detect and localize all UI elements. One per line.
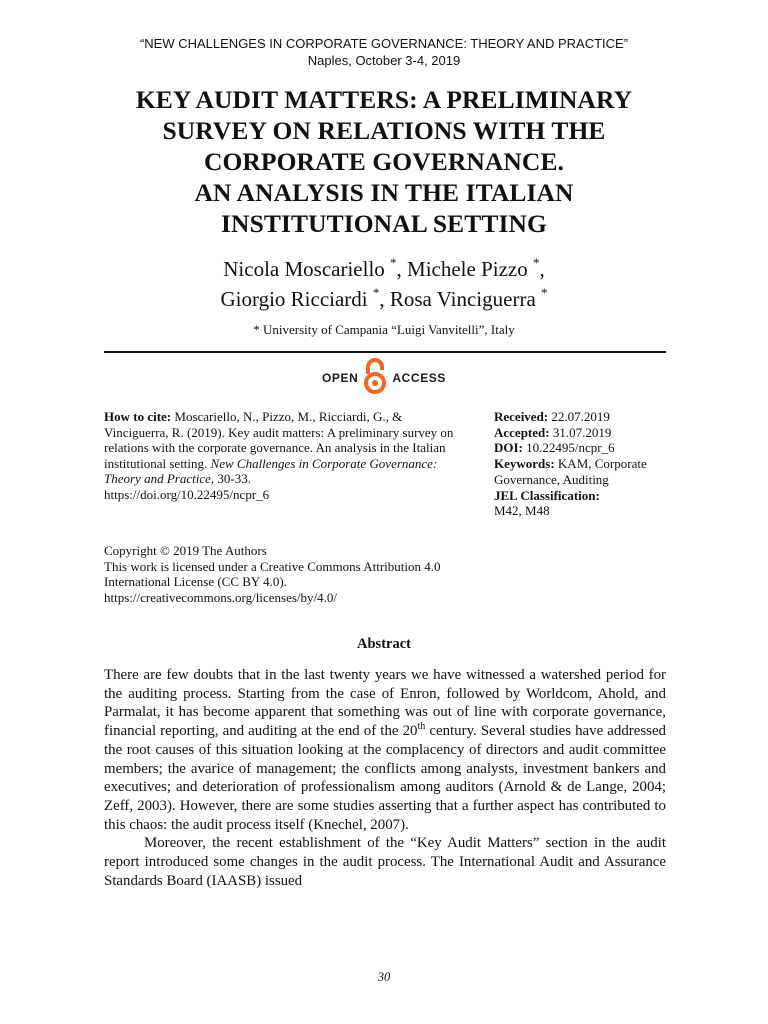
jel-classification-label: JEL Classification:	[494, 487, 600, 503]
jel-classification: M42, M48	[494, 503, 550, 519]
copyright-line: Copyright © 2019 The Authors	[104, 543, 267, 558]
affiliation-marker: *	[533, 255, 540, 270]
open-access-badge	[0, 356, 768, 400]
abstract-body	[104, 666, 666, 890]
author-name: Rosa Vinciguerra	[389, 287, 536, 311]
open-access-label-right: ACCESS	[392, 371, 447, 385]
journal-name: New Challenges in Corporate Governance: Theory and Practice	[104, 455, 438, 486]
copyright-notice	[104, 543, 454, 605]
author-name: Nicola Moscariello	[223, 257, 385, 281]
title-line: AN ANALYSIS IN THE ITALIAN	[194, 178, 574, 207]
affiliation-marker: *	[372, 285, 380, 300]
license-text: This work is licensed under a Creative Commons Attribution 4.0 International License (CC BY 4.0).	[104, 558, 441, 589]
header-divider	[104, 351, 666, 353]
received-date: Received: 22.07.2019	[494, 409, 610, 424]
page-number: 30	[377, 970, 391, 984]
how-to-cite-label: How to cite:	[104, 409, 172, 424]
abstract-heading: Abstract	[357, 636, 411, 652]
title-line: KEY AUDIT MATTERS: A PRELIMINARY	[135, 85, 633, 114]
conference-title: “NEW CHALLENGES IN CORPORATE GOVERNANCE: THEORY AND PRACTICE”	[139, 36, 629, 51]
conference-location-date: Naples, October 3-4, 2019	[307, 53, 461, 68]
doi-link[interactable]: https://doi.org/10.22495/ncpr_6	[104, 486, 270, 502]
affiliation: * University of Campania “Luigi Vanvitelli”, Italy	[253, 322, 515, 337]
open-access-lock-icon	[362, 357, 388, 400]
authors-line-2: Giorgio Ricciardi *, Rosa Vinciguerra *	[220, 285, 548, 311]
accepted-date: Accepted: 31.07.2019	[494, 424, 612, 440]
title-line: SURVEY ON RELATIONS WITH THE	[162, 116, 606, 145]
authors-line-1: Nicola Moscariello *, Michele Pizzo *,	[223, 255, 545, 281]
abstract-paragraph: There are few doubts that in the last twenty years we have witnessed a watershed period for the auditing process. Starting from the case of Enron, followed by Worldcom, Ahold, and Parmalat, it has become apparent that something was out of line with corporate governance, financial reporting, and auditing at the end of the 20th century. Several studies have addressed the root causes of this situation looking at the complacency of directors and audit committee members; the avarice of management; the conflicts among analysts, investment bankers and executives; and deterioration of professionalism among auditors (Arnold & de Lange, 2004; Zeff, 2003). However, there are some studies asserting that a further aspect has contributed to this chaos: the audit process itself (Knechel, 2007).	[104, 667, 667, 833]
how-to-cite: How to cite: Moscariello, N., Pizzo, M., Ricciardi, G., & Vinciguerra, R. (2019). Key audit matters: A preliminary survey on relations with the corporate governance. An analysis in the Italian institutional setting. New Challenges in Corporate Governance: Theory and Practice, 30-33. https://doi.org/10.22495/ncpr_6	[104, 409, 454, 502]
license-link[interactable]: https://creativecommons.org/licenses/by/4.0/	[104, 589, 337, 605]
author-name: Giorgio Ricciardi	[220, 287, 368, 311]
title-line: CORPORATE GOVERNANCE.	[203, 147, 565, 176]
author-name: Michele Pizzo	[407, 257, 528, 281]
affiliation-marker: *	[390, 255, 397, 270]
doi: DOI: 10.22495/ncpr_6	[494, 440, 615, 456]
keywords: Keywords: KAM, Corporate Governance, Auditing	[494, 456, 647, 487]
affiliation-marker: *	[541, 285, 548, 300]
open-access-label-left: OPEN	[321, 371, 359, 385]
paper-title	[60, 84, 708, 239]
title-line: INSTITUTIONAL SETTING	[221, 209, 547, 238]
article-metadata	[494, 409, 674, 519]
abstract-paragraph: Moreover, the recent establishment of the “Key Audit Matters” section in the audit report introduced some changes in the audit process. The International Audit and Assurance Standards Board (IAASB) issued	[104, 835, 666, 889]
authors	[0, 254, 768, 314]
